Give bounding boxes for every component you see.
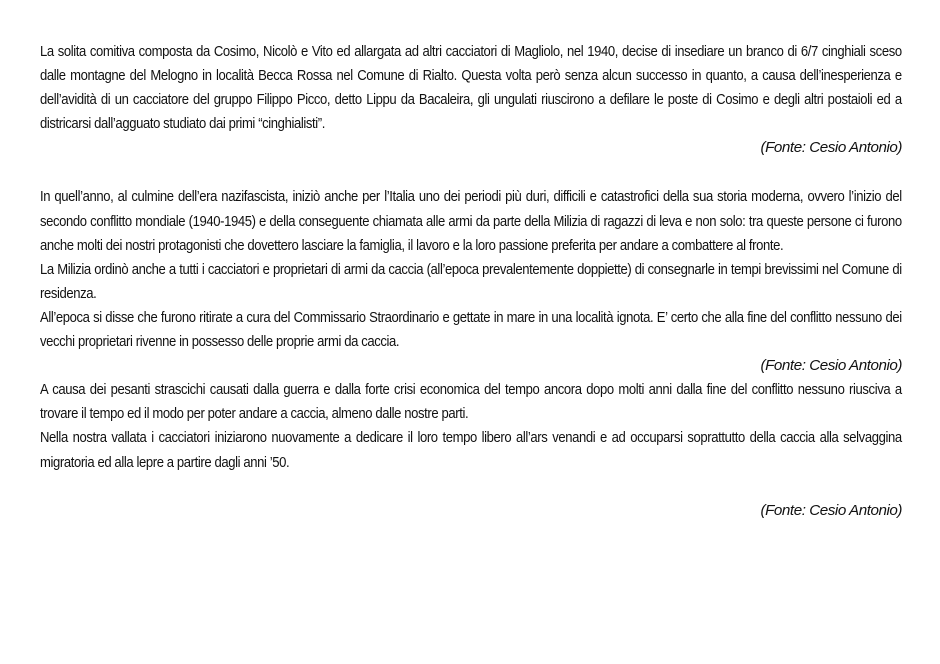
paragraph-3-2: Nella nostra vallata i cacciatori iniziarono nuovamente a dedicare il loro tempo libero all’ars venandi e ad occuparsi soprattutto della caccia alla selvaggina migratoria ed alla lepre a partire dagli anni ’50. [40, 429, 902, 471]
source-citation-1: (Fonte: Cesio Antonio) [760, 139, 902, 157]
source-citation-2: (Fonte: Cesio Antonio) [760, 357, 902, 375]
section-gap [40, 475, 902, 499]
paragraph-3-1: A causa dei pesanti strascichi causati dalla guerra e dalla forte crisi economica del tempo ancora dopo molti anni dalla fine del conflitto nessuno riusciva a trovare il tempo ed il modo per poter andare a caccia, almeno dalle nostre parti. [40, 381, 902, 423]
document-page [40, 40, 902, 523]
paragraph-2-1: In quell’anno, al culmine dell’era nazifascista, iniziò anche per l’Italia uno dei periodi più duri, difficili e catastrofici della sua storia moderna, ovvero l’inizio del secondo conflitto mondiale (1940-1945) e della conseguente chiamata alle armi da parte della Milizia di ragazzi di leva e non solo: tra queste persone ci furono anche molti dei nostri protagonisti che dovettero lasciare la famiglia, il lavoro e la loro passione preferita per andare a combattere al fronte. [40, 188, 902, 254]
source-citation-3: (Fonte: Cesio Antonio) [760, 501, 902, 519]
section-2 [40, 185, 902, 378]
paragraph-2-2: La Milizia ordinò anche a tutti i cacciatori e proprietari di armi da caccia (all’epoca prevalentemente doppiette) di consegnarle in tempi brevissimi nel Comune di residenza. [40, 260, 902, 302]
section-1 [40, 40, 902, 160]
paragraph-1-1: La solita comitiva composta da Cosimo, Nicolò e Vito ed allargata ad altri cacciatori di Magliolo, nel 1940, decise di insediare un branco di 6/7 cinghiali sceso dalle montagne del Melogno in località Becca Rossa nel Comune di Rialto. Questa volta però senza alcun successo in quanto, a causa dell’inesperienza e dell’avidità di un cacciatore del gruppo Filippo Picco, detto Lippu da Bacaleira, gli ungulati riuscirono a defilare le poste di Cosimo e degli altri postaioli ed a districarsi dall’agguato studiato dai primi “cinghialisti”. [40, 43, 902, 133]
section-gap [40, 160, 902, 185]
paragraph-2-3: All’epoca si disse che furono ritirate a cura del Commissario Straordinario e gettate in mare in una località ignota. E’ certo che alla fine del conflitto nessuno dei vecchi proprietari rivenne in possesso delle proprie armi da caccia. [40, 308, 902, 351]
section-3 [40, 378, 902, 522]
